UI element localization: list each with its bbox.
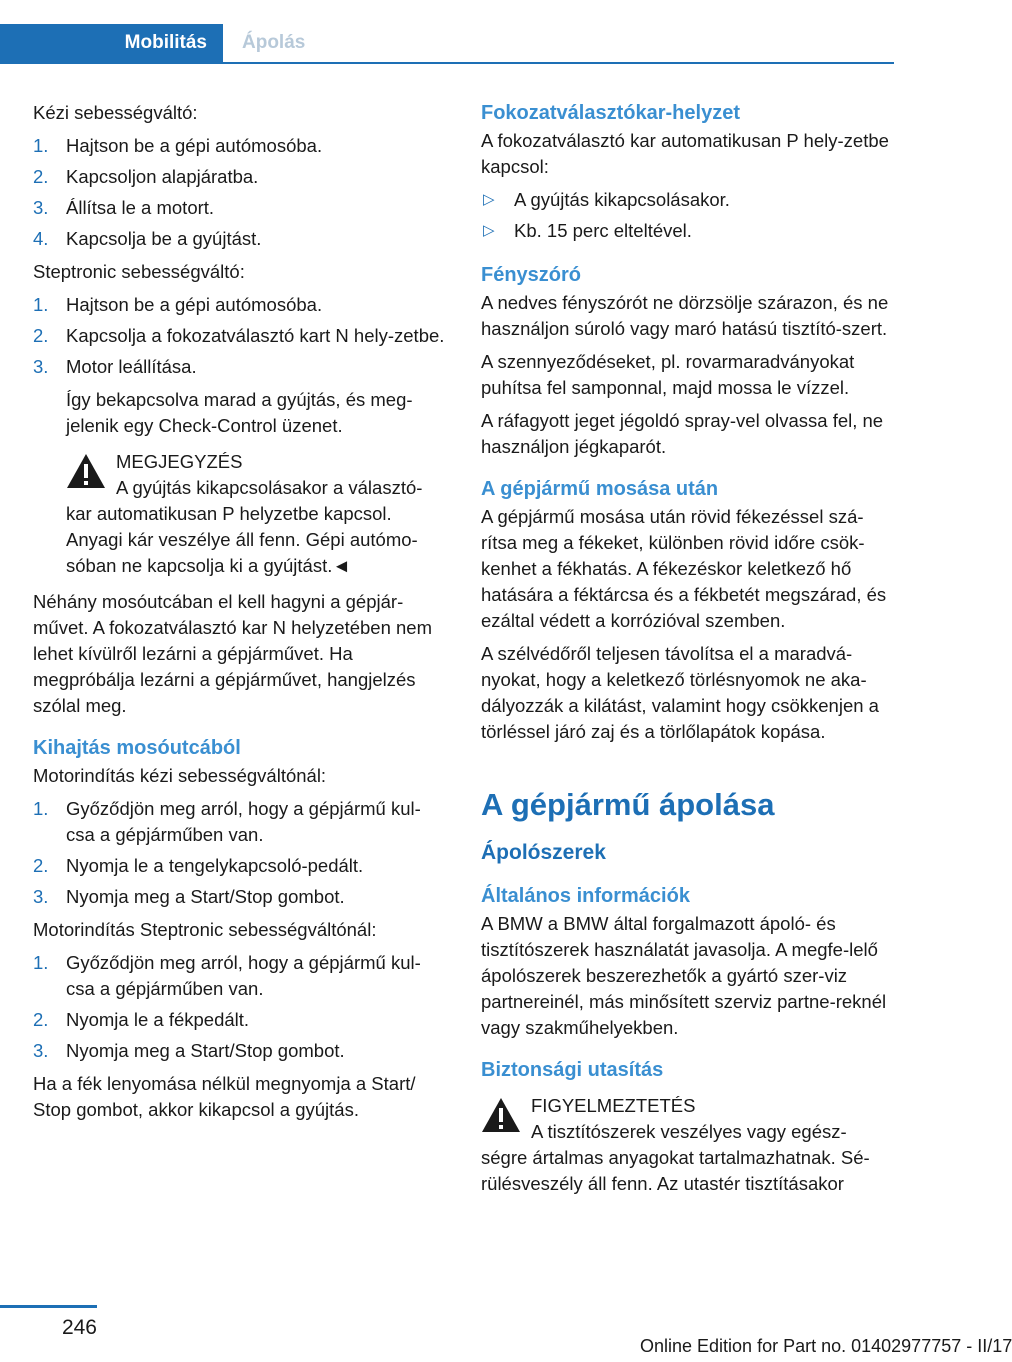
note-block	[33, 449, 449, 579]
footer-divider	[0, 1305, 97, 1308]
warning-title: FIGYELMEZTETÉS	[531, 1095, 696, 1116]
triangle-bullet-icon: ▷	[483, 222, 495, 239]
header-divider	[0, 62, 894, 64]
list-item: ▷ Kb. 15 perc elteltével.	[481, 218, 897, 244]
warning-first-line: A tisztítószerek veszélyes vagy egész‐	[531, 1121, 847, 1142]
heading-after-wash: A gépjármű mosása után	[481, 478, 719, 500]
headlight-paragraph-3: A ráfagyott jeget jégoldó spray-vel olvassa fel, ne használjon jégkaparót.	[481, 410, 884, 457]
page-header	[0, 0, 960, 64]
list-item: 2. Nyomja le a fékpedált.	[33, 1009, 250, 1030]
right-column	[481, 100, 897, 1207]
list-item: 3. Nyomja meg a Start/Stop gombot.	[33, 1040, 345, 1061]
section-tab-care: Ápolás	[223, 24, 894, 62]
section-tab-mobility: Mobilitás	[0, 24, 223, 62]
warning-block	[481, 1093, 897, 1197]
list-item: 4. Kapcsolja be a gyújtást.	[33, 228, 262, 249]
exit-steptronic-steps	[33, 950, 449, 1064]
page-number: 246	[61, 1316, 97, 1339]
list-item: 2. Kapcsolja a fokozatválasztó kart N hely‐zetbe.	[33, 325, 445, 346]
list-item: 3. Állítsa le a motort.	[33, 197, 215, 218]
ignition-off-paragraph: Ha a fék lenyomása nélkül megnyomja a Start/ Stop gombot, akkor kikapcsol a gyújtás.	[33, 1073, 416, 1120]
warning-triangle-icon	[481, 1097, 521, 1133]
exit-manual-steps	[33, 796, 449, 910]
wash-paragraph: Néhány mosóutcában el kell hagyni a gépjár‐művet. A fokozatválasztó kar N helyzetében nem lehet kívülről lezárni a gépjárművet. Ha megpróbálja lezárni a gépjárművet, hangjelzés szólal meg.	[33, 591, 432, 716]
list-item: 1. Győződjön meg arról, hogy a gépjármű kul‐csa a gépjárműben van.	[33, 952, 421, 999]
heading-safety-notice: Biztonsági utasítás	[481, 1059, 664, 1081]
after-wash-paragraph-1: A gépjármű mosása után rövid fékezéssel szá‐rítsa meg a fékeket, különben rövid időre csök‐kenhet a fékhatás. A fékezéskor keletkező hő hatására a féktárcsa és a fékbetét megszárad, és ezáltal védett a korrózióval szemben.	[481, 506, 887, 631]
selector-paragraph: A fokozatválasztó kar automatikusan P hely‐zetbe kapcsol:	[481, 130, 889, 177]
exit-steptronic-label: Motorindítás Steptronic sebességváltónál:	[33, 919, 377, 940]
heading-headlight: Fényszóró	[481, 264, 582, 286]
selector-bullet-list	[481, 187, 897, 244]
warning-triangle-icon	[66, 453, 106, 489]
warning-body: ségre ártalmas anyagokat tartalmazhatnak. Sé‐rülésveszély áll fenn. Az utastér tisztításakor	[481, 1147, 870, 1194]
edition-note: Online Edition for Part no. 01402977757 - II/17	[640, 1336, 1012, 1356]
note-first-line: A gyújtás kikapcsolásakor a választó‐	[116, 477, 423, 498]
list-item: ▷ A gyújtás kikapcsolásakor.	[481, 187, 897, 213]
list-item: 3. Motor leállítása. Így bekapcsolva marad a gyújtás, és meg‐jelenik egy Check-Control üzenet.	[33, 354, 449, 439]
left-column	[33, 100, 449, 1130]
headlight-paragraph-2: A szennyeződéseket, pl. rovarmaradványokat puhítsa fel samponnal, majd mossa le vízzel.	[481, 351, 855, 398]
exit-manual-label: Motorindítás kézi sebességváltónál:	[33, 765, 327, 786]
after-wash-paragraph-2: A szélvédőről teljesen távolítsa el a maradvá‐nyokat, hogy a keletkező törlésnyomok ne aka‐dályozzák a kilátást, valamint hogy csökkenjen a törléssel járó zaj és a törlőlapátok kopása.	[481, 643, 879, 742]
list-item: 2. Nyomja le a tengelykapcsoló-pedált.	[33, 855, 364, 876]
list-item: 1. Hajtson be a gépi autómosóba.	[33, 294, 323, 315]
heading-care-products: Ápolószerek	[481, 841, 606, 864]
general-info-paragraph: A BMW a BMW által forgalmazott ápoló- és tisztítószerek használatát javasolja. A megfe‐lelő ápolószerek beszerezhetők a gyártó szer‐viz partnereinél, más minősített szerviz partne‐reknél vagy szakműhelyekben.	[481, 913, 887, 1038]
steptronic-label: Steptronic sebességváltó:	[33, 261, 245, 282]
list-item: 1. Győződjön meg arról, hogy a gépjármű kul‐csa a gépjárműben van.	[33, 798, 421, 845]
triangle-bullet-icon: ▷	[483, 191, 495, 208]
chapter-title: A gépjármű ápolása	[481, 787, 775, 822]
note-title: MEGJEGYZÉS	[116, 451, 243, 472]
list-item: 1. Hajtson be a gépi autómosóba.	[33, 135, 323, 156]
manual-gearbox-label: Kézi sebességváltó:	[33, 102, 198, 123]
headlight-paragraph-1: A nedves fényszórót ne dörzsölje szárazon, és ne használjon súroló vagy maró hatású tisztító‐szert.	[481, 292, 889, 339]
heading-exit-carwash: Kihajtás mosóutcából	[33, 737, 241, 759]
manual-steps-list	[33, 133, 449, 252]
step-sub-note: Így bekapcsolva marad a gyújtás, és meg‐jelenik egy Check-Control üzenet.	[66, 389, 413, 436]
heading-general-info: Általános információk	[481, 885, 690, 907]
note-body: kar automatikusan P helyzetbe kapcsol. Anyagi kár veszélye áll fenn. Gépi autómo‐sóban ne kapcsolja ki a gyújtást.◄	[66, 503, 418, 576]
list-item: 2. Kapcsoljon alapjáratba.	[33, 166, 259, 187]
list-item: 3. Nyomja meg a Start/Stop gombot.	[33, 886, 345, 907]
steptronic-steps-list	[33, 292, 449, 439]
heading-selector-position: Fokozatválasztókar-helyzet	[481, 102, 740, 124]
